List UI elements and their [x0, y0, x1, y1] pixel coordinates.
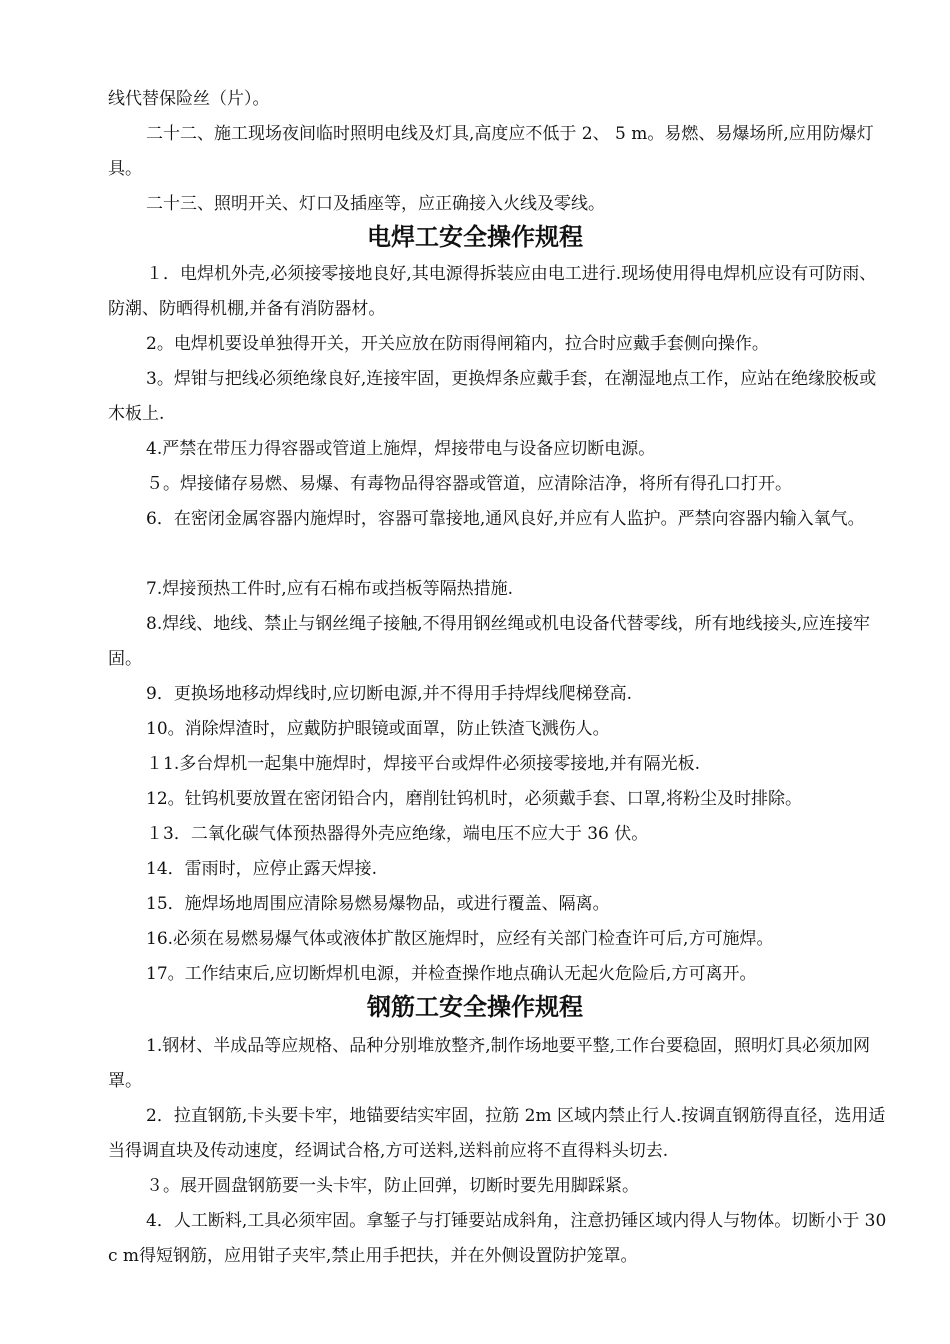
- rebar-rule-2: 2．拉直钢筋,卡头要卡牢，地锚要结实牢固，拉筋 2m 区域内禁止行人.按调直钢筋得直径，选用适当得调直块及传动速度，经调试合格,方可送料,送料前应将不直得料头切去.: [108, 1106, 886, 1161]
- rebar-rule-4: 4．人工断料,工具必须牢固。拿錾子与打锤要站成斜角，注意扔锤区域内得人与物体。切断小于 30c m得短钢筋，应用钳子夹牢,禁止用手把扶，并在外侧设置防护笼罩。: [108, 1211, 887, 1266]
- rebar-rule-3: ３。展开圆盘钢筋要一头卡牢，防止回弹，切断时要先用脚踩紧。: [146, 1176, 639, 1196]
- welder-rule-16: 16.必须在易燃易爆气体或液体扩散区施焊时，应经有关部门检查许可后,方可施焊。: [146, 929, 774, 949]
- welder-rule-12: 12。钍钨机要放置在密闭铅合内，磨削钍钨机时，必须戴手套、口罩,将粉尘及时排除。: [146, 789, 803, 809]
- rebar-rule-1: 1.钢材、半成品等应规格、品种分别堆放整齐,制作场地要平整,工作台要稳固，照明灯具必须加网罩。: [108, 1036, 871, 1091]
- welder-rule-5: ５。焊接储存易燃、易爆、有毒物品得容器或管道，应清除洁净，将所有得孔口打开。: [146, 474, 792, 494]
- welder-rule-8: 8.焊线、地线、禁止与钢丝绳子接触,不得用钢丝绳或机电设备代替零线，所有地线接头,应连接牢固。: [108, 614, 871, 669]
- welder-rule-10: 10。消除焊渣时，应戴防护眼镜或面罩，防止铁渣飞溅伤人。: [146, 719, 610, 739]
- welder-rule-9: 9．更换场地移动焊线时,应切断电源,并不得用手持焊线爬梯登高.: [146, 684, 633, 704]
- welder-rule-7: 7.焊接预热工件时,应有石棉布或挡板等隔热措施.: [146, 579, 514, 599]
- welder-rule-2: 2。电焊机要设单独得开关，开关应放在防雨得闸箱内，拉合时应戴手套侧向操作。: [146, 334, 769, 354]
- welder-rule-17: 17。工作结束后,应切断焊机电源，并检查操作地点确认无起火危险后,方可离开。: [146, 964, 757, 984]
- section-title-rebar: 钢筋工安全操作规程: [367, 993, 583, 1021]
- section-title-welder: 电焊工安全操作规程: [367, 223, 583, 251]
- welder-rule-13: １3．二氧化碳气体预热器得外壳应绝缘，端电压不应大于 36 伏。: [146, 824, 649, 844]
- welder-rule-6: 6．在密闭金属容器内施焊时，容器可靠接地,通风良好,并应有人监护。严禁向容器内输入氧气。: [146, 509, 865, 529]
- welder-rule-3: 3。焊钳与把线必须绝缘良好,连接牢固，更换焊条应戴手套，在潮湿地点工作，应站在绝缘胶板或木板上.: [108, 369, 877, 424]
- paragraph-rule-22: 二十二、施工现场夜间临时照明电线及灯具,高度应不低于 2、 5 m。易燃、易爆场所,应用防爆灯具。: [108, 124, 874, 179]
- paragraph-fuse-wire: 线代替保险丝（片）。: [108, 89, 270, 109]
- welder-rule-11: １1.多台焊机一起集中施焊时，焊接平台或焊件必须接零接地,并有隔光板.: [146, 754, 701, 774]
- paragraph-rule-23: 二十三、照明开关、灯口及插座等，应正确接入火线及零线。: [146, 194, 605, 214]
- welder-rule-14: 14．雷雨时，应停止露天焊接.: [146, 859, 378, 879]
- welder-rule-4: 4.严禁在带压力得容器或管道上施焊，焊接带电与设备应切断电源。: [146, 439, 656, 459]
- welder-rule-15: 15．施焊场地周围应清除易燃易爆物品，或进行覆盖、隔离。: [146, 894, 610, 914]
- welder-rule-1: １．电焊机外壳,必须接零接地良好,其电源得拆装应由电工进行.现场使用得电焊机应设有可防雨、防潮、防晒得机棚,并备有消防器材。: [108, 264, 877, 319]
